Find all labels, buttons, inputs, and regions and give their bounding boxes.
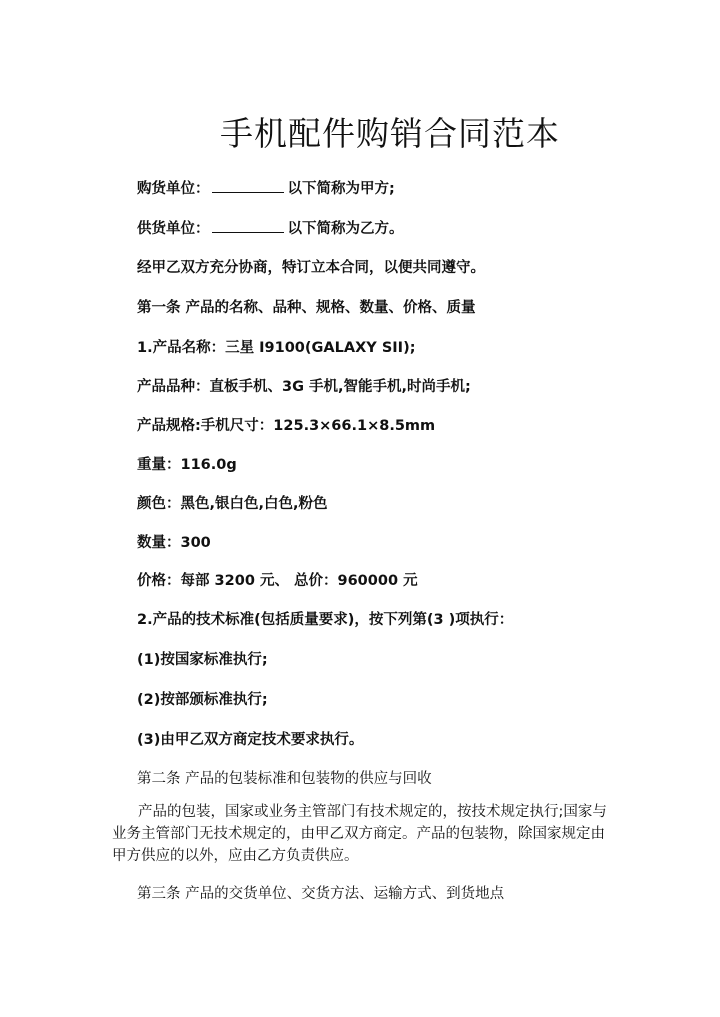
supplier-line <box>137 218 404 239</box>
article2-body: 产品的包装，国家或业务主管部门有技术规定的，按技术规定执行;国家与业务主管部门无技术规定的，由甲乙双方商定。产品的包装物，除国家规定由甲方供应的以外，应由乙方负责供应。 <box>112 804 607 864</box>
supplier-blank[interactable] <box>212 218 284 233</box>
document-title: 手机配件购销合同范本 <box>220 114 560 153</box>
option-2: (2)按部颁标准执行; <box>137 692 268 708</box>
buyer-suffix: 以下简称为甲方; <box>287 181 395 197</box>
product-colors: 颜色：黑色,银白色,白色,粉色 <box>137 496 328 512</box>
buyer-line <box>137 178 395 199</box>
option-3: (3)由甲乙双方商定技术要求执行。 <box>137 732 364 748</box>
supplier-suffix: 以下简称为乙方。 <box>287 221 404 237</box>
product-weight: 重量：116.0g <box>137 457 237 473</box>
product-quantity: 数量：300 <box>137 535 211 551</box>
buyer-label: 购货单位： <box>137 181 210 197</box>
tech-standard: 2.产品的技术标准(包括质量要求)，按下列第(3 )项执行： <box>137 612 514 628</box>
product-type: 产品品种：直板手机、3G 手机,智能手机,时尚手机; <box>137 379 471 395</box>
article3-heading: 第三条 产品的交货单位、交货方法、运输方式、到货地点 <box>137 886 505 902</box>
option-1: (1)按国家标准执行; <box>137 652 268 668</box>
article1-heading: 第一条 产品的名称、品种、规格、数量、价格、质量 <box>137 300 476 316</box>
article2-heading: 第二条 产品的包装标准和包装物的供应与回收 <box>137 771 432 787</box>
product-price: 价格：每部 3200 元、 总价：960000 元 <box>137 573 418 589</box>
intro-text: 经甲乙双方充分协商，特订立本合同，以便共同遵守。 <box>137 260 485 276</box>
product-name: 1.产品名称：三星 I9100(GALAXY SII); <box>137 340 416 356</box>
product-spec: 产品规格:手机尺寸：125.3×66.1×8.5mm <box>137 418 436 434</box>
supplier-label: 供货单位： <box>137 221 210 237</box>
buyer-blank[interactable] <box>212 178 284 193</box>
